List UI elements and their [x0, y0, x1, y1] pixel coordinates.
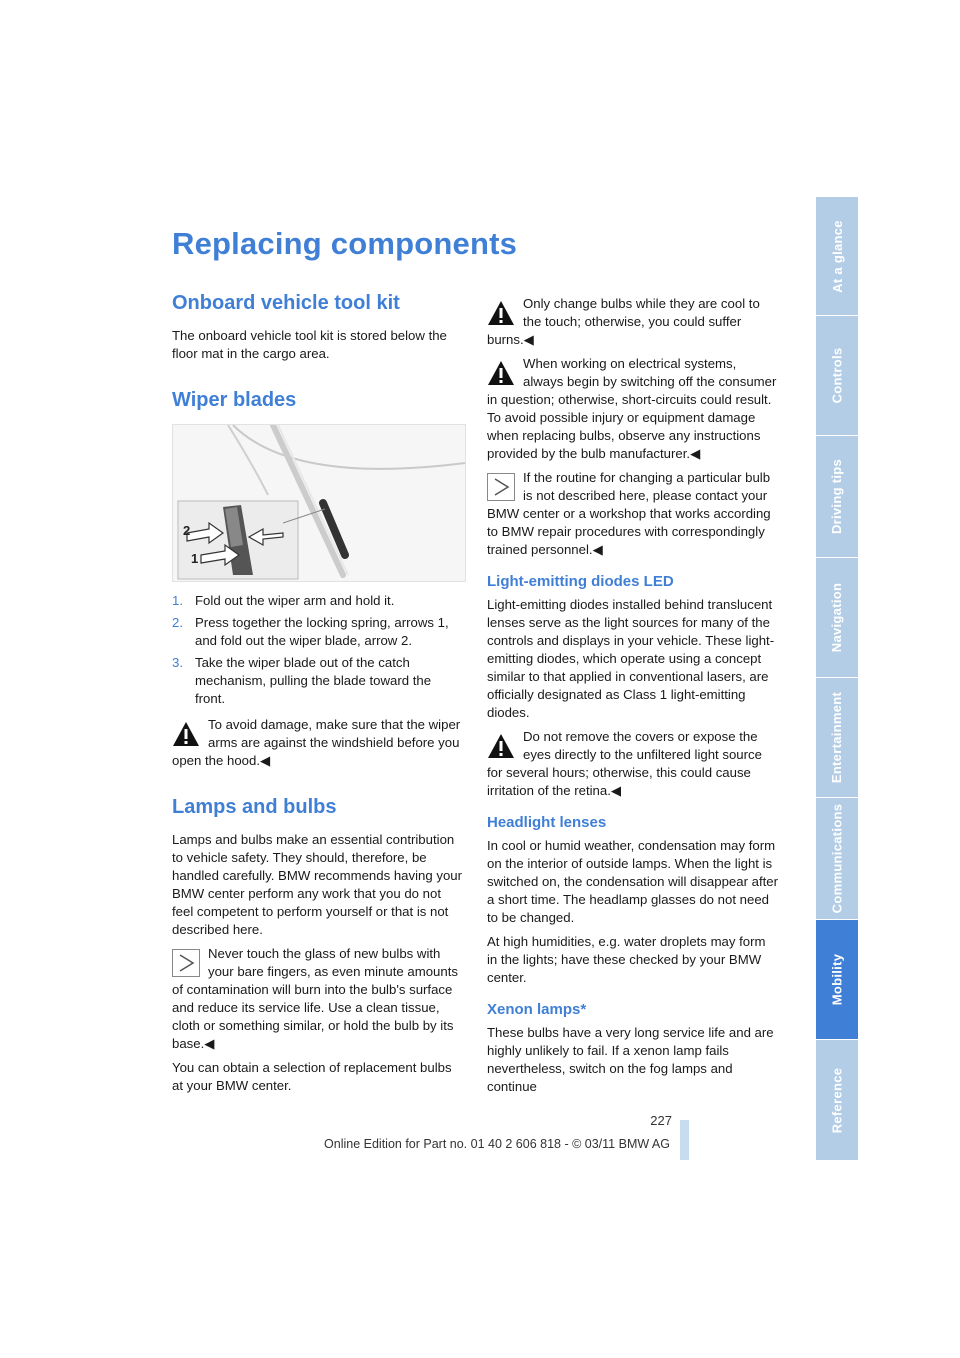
- wiper-step: [172, 614, 464, 650]
- edition-line: Online Edition for Part no. 01 40 2 606 818 - © 03/11 BMW AG: [324, 1137, 670, 1151]
- step-number: 2.: [172, 615, 183, 630]
- tab-controls[interactable]: [816, 316, 858, 436]
- warning-icon: [172, 720, 200, 748]
- led-warning: [487, 728, 779, 800]
- lamps-heading: Lamps and bulbs: [172, 796, 337, 818]
- wiper-heading: Wiper blades: [172, 389, 297, 411]
- electrical-warning: [487, 355, 779, 463]
- warning-icon: [487, 359, 515, 387]
- step-text: Take the wiper blade out of the catch mechanism, pulling the blade toward the front.: [195, 655, 432, 706]
- xenon-heading: Xenon lamps*: [487, 1001, 587, 1018]
- wiper-illustration: [173, 425, 465, 581]
- right-column: [487, 295, 779, 1102]
- wiper-warning: [172, 716, 464, 770]
- tab-label: Driving tips: [829, 458, 845, 535]
- wiper-step: [172, 592, 464, 610]
- toolkit-text: The onboard vehicle tool kit is stored below the floor mat in the cargo area.: [172, 328, 447, 361]
- headlight-text-1: In cool or humid weather, condensation may form on the interior of outside lamps. When the light is switched on, the condensation will disappear after a short time. The headlamp glasses do not need to be changed.: [487, 838, 779, 925]
- warning-text: To avoid damage, make sure that the wiper arms are against the windshield before you open the hood.◀: [172, 717, 461, 768]
- note-arrow-icon: [487, 473, 515, 501]
- note-arrow-icon: [172, 949, 200, 977]
- step-text: Fold out the wiper arm and hold it.: [195, 593, 395, 608]
- section-tabs: [816, 197, 858, 1160]
- tab-label: Reference: [829, 1067, 845, 1133]
- left-column: [172, 292, 464, 1101]
- warning-text: Only change bulbs while they are cool to the touch; otherwise, you could suffer burns.◀: [487, 296, 760, 347]
- wiper-steps: [172, 592, 464, 708]
- note-text: If the routine for changing a particular bulb is not described here, please contact your BMW center or a workshop that works according to BMW repair procedures with correspondingly trained personnel.◀: [487, 470, 771, 557]
- tab-entertainment[interactable]: [816, 678, 858, 798]
- warning-icon: [487, 299, 515, 327]
- footer-accent-bar: [680, 1120, 689, 1160]
- tab-label: Controls: [829, 347, 845, 404]
- tab-navigation[interactable]: [816, 558, 858, 678]
- headlight-heading: Headlight lenses: [487, 814, 607, 831]
- figure-label-2: 2: [183, 523, 191, 538]
- routine-note: [487, 469, 779, 559]
- warning-text: When working on electrical systems, always begin by switching off the consumer in question; otherwise, short-circuits could result. To avoid possible injury or equipment damage when replacing bulbs, observe any instructions provided by the bulb manufacturer.◀: [487, 356, 777, 461]
- page-number: 227: [650, 1113, 672, 1128]
- note-text: Never touch the glass of new bulbs with your bare fingers, as even minute amounts of contamination will burn into the bulb's surface and reduce its service life. Use a clean tissue, cloth or something similar, or hold the bulb by its base.◀: [172, 946, 458, 1051]
- tab-label: Entertainment: [829, 691, 845, 784]
- bulb-glass-note: [172, 945, 464, 1053]
- page-title: Replacing components: [172, 226, 518, 261]
- tab-label: Mobility: [829, 953, 845, 1006]
- tab-driving-tips[interactable]: [816, 436, 858, 558]
- led-heading: Light-emitting diodes LED: [487, 573, 674, 590]
- tab-reference[interactable]: [816, 1040, 858, 1160]
- led-text: Light-emitting diodes installed behind translucent lenses serve as the light sources for many of the controls and displays in your vehicle. These light-emitting diodes, which operate using a concept similar to that applied in conventional lasers, are officially designated as Class 1 light-emitting diodes.: [487, 597, 775, 720]
- step-number: 1.: [172, 593, 183, 608]
- step-number: 3.: [172, 655, 183, 670]
- wiper-step: [172, 654, 464, 708]
- figure-label-1: 1: [191, 551, 199, 566]
- tab-mobility[interactable]: [816, 920, 858, 1040]
- tab-label: At a glance: [829, 219, 845, 293]
- toolkit-heading: Onboard vehicle tool kit: [172, 292, 400, 314]
- tab-label: Navigation: [829, 582, 845, 653]
- lamps-intro: Lamps and bulbs make an essential contribution to vehicle safety. They should, therefore, be handled carefully. BMW recommends having your BMW center perform any work that you do not feel competent to perform yourself or that is not described here.: [172, 832, 463, 937]
- tab-communications[interactable]: [816, 798, 858, 920]
- warning-icon: [487, 732, 515, 760]
- headlight-text-2: At high humidities, e.g. water droplets may form in the lights; have these checked by your BMW center.: [487, 934, 766, 985]
- xenon-text: These bulbs have a very long service life and are highly unlikely to fail. If a xenon lamp fails nevertheless, switch on the fog lamps and continue: [487, 1025, 774, 1094]
- replacement-bulbs-text: You can obtain a selection of replacement bulbs at your BMW center.: [172, 1060, 452, 1093]
- warning-text: Do not remove the covers or expose the eyes directly to the unfiltered light source for several hours; otherwise, this could cause irritation of the retina.◀: [487, 729, 762, 798]
- wiper-blade-figure: [172, 424, 466, 582]
- tab-at-a-glance[interactable]: [816, 197, 858, 316]
- tab-label: Communications: [829, 803, 845, 914]
- step-text: Press together the locking spring, arrows 1, and fold out the wiper blade, arrow 2.: [195, 615, 449, 648]
- cool-bulbs-warning: [487, 295, 779, 349]
